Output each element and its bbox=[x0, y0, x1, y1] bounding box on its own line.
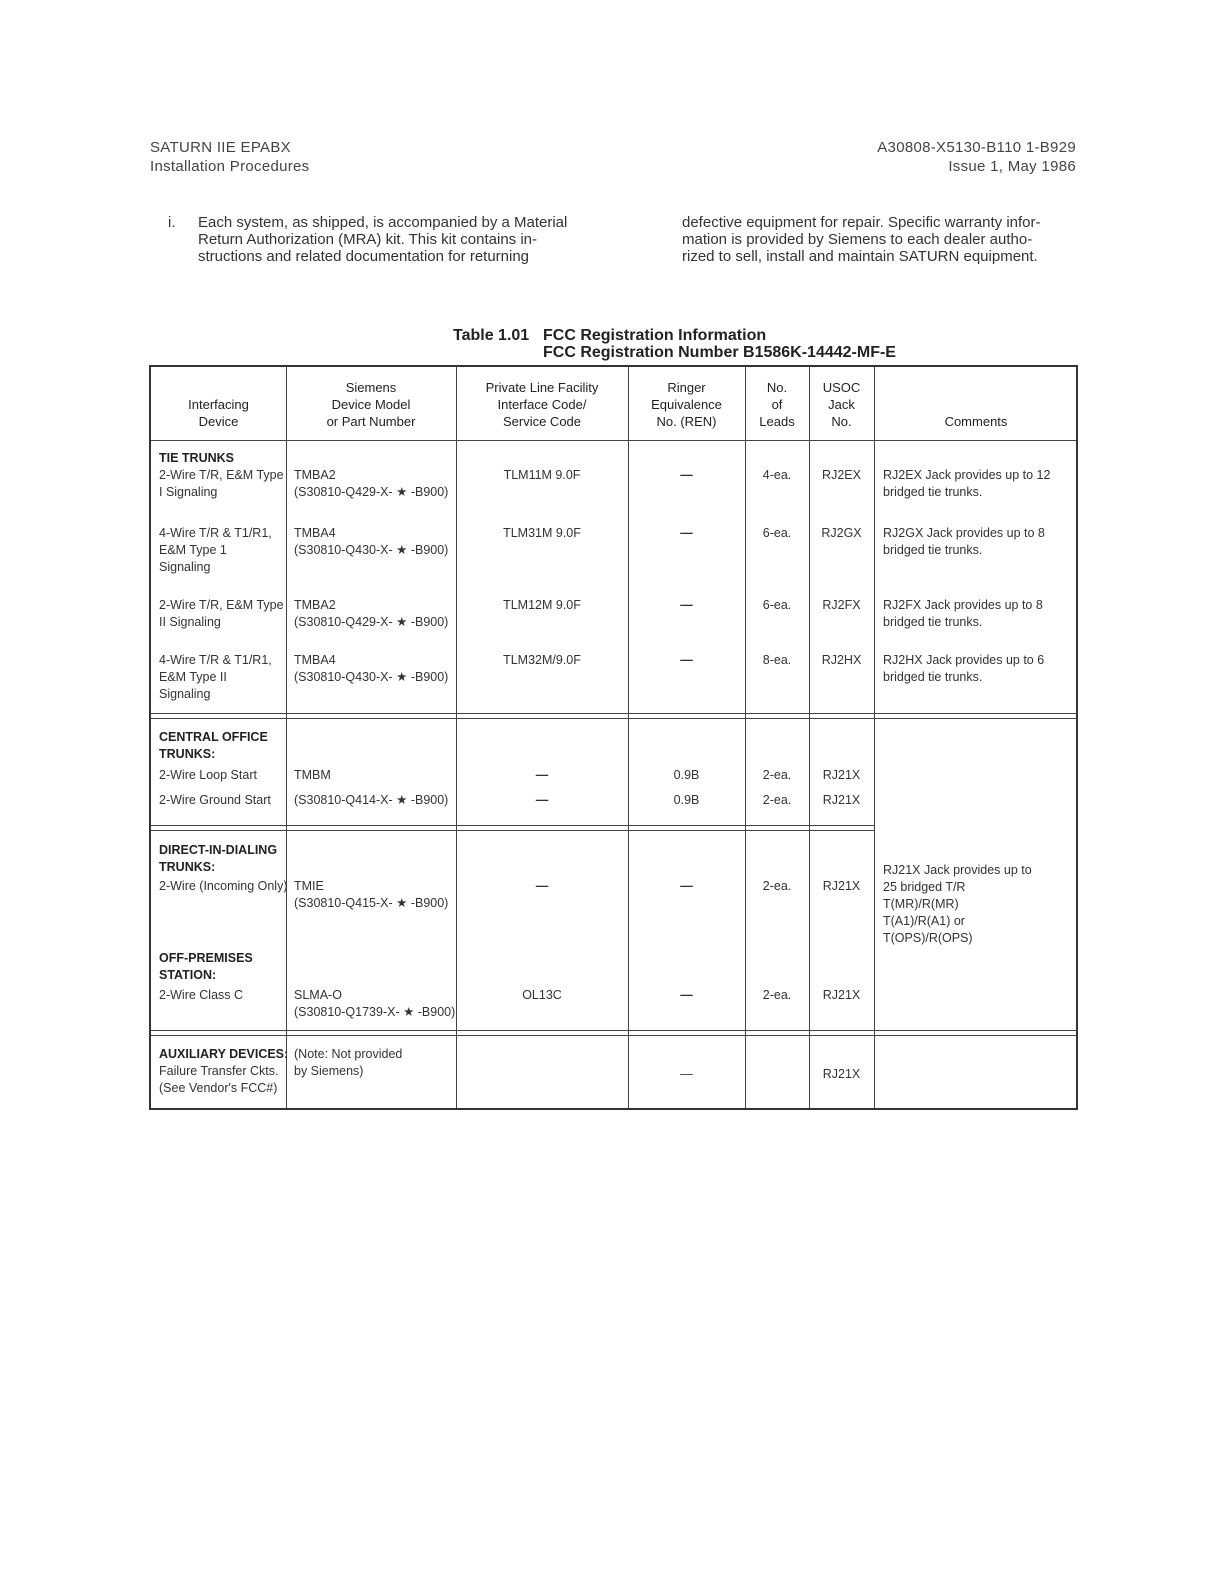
table-row-comments: RJ2FX Jack provides up to 8 bridged tie trunks. bbox=[883, 598, 1043, 629]
list-marker: i. bbox=[168, 214, 176, 231]
table-row-device: 2-Wire (Incoming Only) bbox=[159, 879, 288, 893]
table-row-ren: — bbox=[680, 598, 693, 612]
section-title-off-premises: OFF-PREMISES STATION: bbox=[159, 951, 253, 982]
intro-line: rized to sell, install and maintain SATURN equipment. bbox=[682, 248, 1038, 265]
table-row-device: 4-Wire T/R & T1/R1, E&M Type II Signaling bbox=[159, 653, 272, 701]
table-caption bbox=[453, 327, 896, 361]
intro-line: mation is provided by Siemens to each dealer autho- bbox=[682, 231, 1033, 248]
table-row-usoc: RJ2GX bbox=[821, 526, 862, 540]
table-row-device: 2-Wire Loop Start bbox=[159, 768, 257, 782]
table-row-usoc: RJ21X bbox=[822, 768, 861, 782]
table-row-leads: 8-ea. bbox=[762, 653, 792, 667]
table-row-leads: 6-ea. bbox=[762, 598, 792, 612]
intro-line: Each system, as shipped, is accompanied by a Material bbox=[198, 214, 568, 231]
table-row-facility: OL13C bbox=[522, 988, 562, 1002]
table-row-usoc: RJ21X bbox=[822, 1067, 861, 1081]
table-row-usoc: RJ21X bbox=[822, 988, 861, 1002]
table-row-ren: — bbox=[680, 526, 693, 540]
issue-date: Issue 1, May 1986 bbox=[948, 158, 1076, 175]
table-row-usoc: RJ2FX bbox=[822, 598, 861, 612]
table-row-usoc: RJ21X bbox=[822, 793, 861, 807]
table-row-ren: — bbox=[680, 988, 693, 1002]
table-row-model: SLMA-O (S30810-Q1739-X- ★ -B900) bbox=[294, 988, 456, 1019]
table-row-facility: TLM32M/9.0F bbox=[503, 653, 581, 667]
table-row-ren: — bbox=[680, 879, 693, 893]
table-row-leads: 2-ea. bbox=[762, 879, 792, 893]
column-header-leads: No. of Leads bbox=[759, 380, 795, 429]
product-title: SATURN IIE EPABX bbox=[150, 139, 291, 156]
table-row-ren: — bbox=[680, 468, 693, 482]
column-header-model: Siemens Device Model or Part Number bbox=[326, 380, 416, 429]
column-header-facility: Private Line Facility Interface Code/ Service Code bbox=[485, 380, 599, 429]
table-row-comments: RJ2GX Jack provides up to 8 bridged tie trunks. bbox=[883, 526, 1045, 557]
intro-line: defective equipment for repair. Specific warranty infor- bbox=[682, 214, 1041, 231]
table-row-facility: — bbox=[535, 768, 549, 782]
header-divider bbox=[151, 440, 1076, 441]
table-row-device: Failure Transfer Ckts. (See Vendor's FCC#) bbox=[159, 1064, 279, 1095]
table-row-comments: RJ2EX Jack provides up to 12 bridged tie trunks. bbox=[883, 468, 1051, 499]
table-row-device: 2-Wire T/R, E&M Type II Signaling bbox=[159, 598, 284, 629]
table-row-usoc: RJ2EX bbox=[822, 468, 861, 482]
table-row-model: TMBM bbox=[294, 768, 331, 782]
fcc-registration-table bbox=[149, 365, 1078, 1110]
table-row-device: 2-Wire Class C bbox=[159, 988, 244, 1002]
table-row-device: 2-Wire T/R, E&M Type I Signaling bbox=[159, 468, 284, 499]
section-divider bbox=[151, 825, 874, 831]
page-header-left bbox=[150, 138, 310, 176]
section-title-auxiliary-devices: AUXILIARY DEVICES: bbox=[159, 1047, 289, 1061]
column-header-device: Interfacing Device bbox=[188, 397, 249, 429]
column-divider bbox=[286, 367, 287, 1108]
table-number: Table 1.01 bbox=[453, 327, 530, 344]
table-row-facility: — bbox=[535, 879, 549, 893]
table-row-leads: 2-ea. bbox=[762, 988, 792, 1002]
table-row-usoc: RJ21X bbox=[822, 879, 861, 893]
table-row-model: TMIE (S30810-Q415-X- ★ -B900) bbox=[294, 879, 449, 910]
table-row-leads: 2-ea. bbox=[762, 768, 792, 782]
section-title-tie-trunks: TIE TRUNKS bbox=[159, 451, 234, 465]
column-divider bbox=[874, 367, 875, 1108]
table-row-facility: TLM31M 9.0F bbox=[503, 526, 581, 540]
table-row-facility: TLM11M 9.0F bbox=[503, 468, 581, 482]
table-row-comments: RJ2HX Jack provides up to 6 bridged tie trunks. bbox=[883, 653, 1045, 684]
section-divider bbox=[151, 713, 1078, 719]
table-row-model: TMBA2 (S30810-Q429-X- ★ -B900) bbox=[294, 598, 449, 629]
table-row-device: 4-Wire T/R & T1/R1, E&M Type 1 Signaling bbox=[159, 526, 272, 574]
table-row-usoc: RJ2HX bbox=[821, 653, 862, 667]
table-subtitle: FCC Registration Number B1586K-14442-MF-E bbox=[543, 344, 896, 361]
table-row-ren: 0.9B bbox=[673, 793, 700, 807]
table-row-model: TMBA4 (S30810-Q430-X- ★ -B900) bbox=[294, 653, 449, 684]
table-row-leads: 6-ea. bbox=[762, 526, 792, 540]
table-row-model: TMBA2 (S30810-Q429-X- ★ -B900) bbox=[294, 468, 449, 499]
intro-line: Return Authorization (MRA) kit. This kit contains in- bbox=[198, 231, 538, 248]
table-row-model: (Note: Not provided by Siemens) bbox=[294, 1047, 403, 1078]
table-row-ren: 0.9B bbox=[673, 768, 700, 782]
intro-line: structions and related documentation for returning bbox=[198, 248, 530, 265]
table-row-ren: — bbox=[680, 653, 693, 667]
table-row-model: TMBA4 (S30810-Q430-X- ★ -B900) bbox=[294, 526, 449, 557]
document-number: A30808-X5130-B110 1-B929 bbox=[877, 139, 1076, 156]
section-title-central-office: CENTRAL OFFICE TRUNKS: bbox=[159, 730, 268, 761]
table-row-leads: 4-ea. bbox=[762, 468, 792, 482]
table-row-facility: — bbox=[535, 793, 549, 807]
intro-paragraph-left bbox=[168, 214, 608, 265]
column-header-ren: Ringer Equivalence No. (REN) bbox=[651, 380, 722, 429]
column-header-usoc: USOC Jack No. bbox=[822, 380, 861, 429]
table-row-model: (S30810-Q414-X- ★ -B900) bbox=[294, 793, 449, 807]
table-row-ren: — bbox=[680, 1067, 693, 1081]
column-header-comments: Comments bbox=[944, 414, 1008, 429]
table-row-facility: TLM12M 9.0F bbox=[503, 598, 581, 612]
table-row-comments: RJ21X Jack provides up to 25 bridged T/R T(MR)/R(MR) T(A1)/R(A1) or T(OPS)/R(OPS) bbox=[883, 863, 1032, 945]
table-row-leads: 2-ea. bbox=[762, 793, 792, 807]
page-header-right bbox=[877, 138, 1076, 176]
table-title: FCC Registration Information bbox=[543, 327, 767, 344]
table-row-device: 2-Wire Ground Start bbox=[159, 793, 271, 807]
intro-paragraph-right bbox=[682, 214, 1092, 265]
section-divider bbox=[151, 1030, 1078, 1036]
section-title-direct-in-dialing: DIRECT-IN-DIALING TRUNKS: bbox=[159, 843, 278, 874]
document-subtitle: Installation Procedures bbox=[150, 158, 310, 175]
